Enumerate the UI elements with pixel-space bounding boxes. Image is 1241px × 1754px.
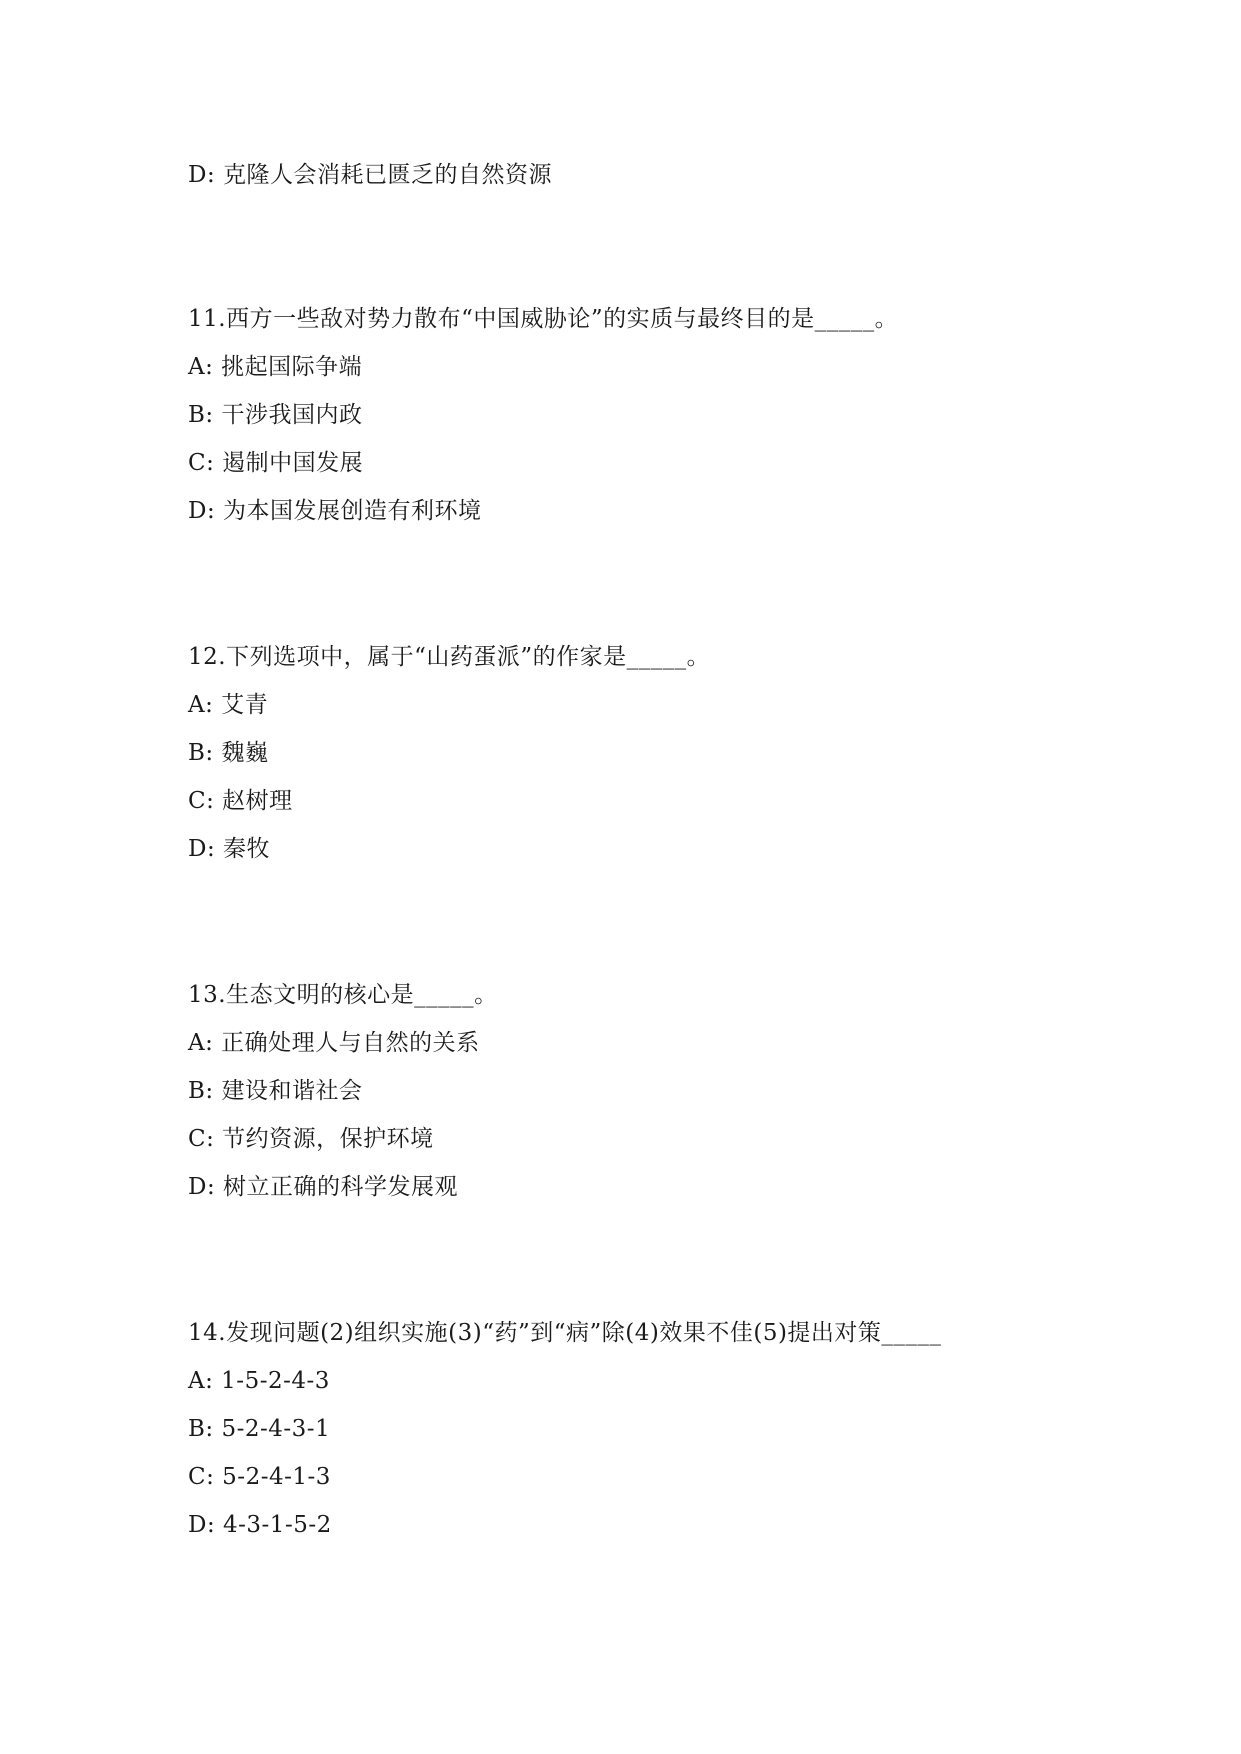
question-13-stem: 13.生态文明的核心是_____。 xyxy=(188,982,498,1008)
question-13-option-b: B: 建设和谐社会 xyxy=(188,1078,363,1104)
question-13-option-a: A: 正确处理人与自然的关系 xyxy=(188,1030,480,1056)
question-13-option-c: C: 节约资源，保护环境 xyxy=(188,1126,434,1152)
question-14-option-c: C: 5-2-4-1-3 xyxy=(188,1464,331,1490)
question-12-option-a: A: 艾青 xyxy=(188,692,269,718)
question-11-option-b: B: 干涉我国内政 xyxy=(188,402,363,428)
question-11-option-a: A: 挑起国际争端 xyxy=(188,354,363,380)
question-11-option-d: D: 为本国发展创造有利环境 xyxy=(188,498,482,524)
question-13-option-d: D: 树立正确的科学发展观 xyxy=(188,1174,459,1200)
question-14-option-d: D: 4-3-1-5-2 xyxy=(188,1512,332,1538)
question-14-option-b: B: 5-2-4-3-1 xyxy=(188,1416,331,1442)
fragment-option-d: D: 克隆人会消耗已匮乏的自然资源 xyxy=(188,162,553,188)
question-12-stem: 12.下列选项中，属于“山药蛋派”的作家是_____。 xyxy=(188,644,711,670)
question-12-option-d: D: 秦牧 xyxy=(188,836,271,862)
question-11-stem: 11.西方一些敌对势力散布“中国威胁论”的实质与最终目的是_____。 xyxy=(188,306,899,332)
question-12-option-b: B: 魏巍 xyxy=(188,740,269,766)
question-12-option-c: C: 赵树理 xyxy=(188,788,293,814)
question-14-option-a: A: 1-5-2-4-3 xyxy=(188,1368,330,1394)
question-14-stem: 14.发现问题(2)组织实施(3)“药”到“病”除(4)效果不佳(5)提出对策_____ xyxy=(188,1320,942,1346)
question-11-option-c: C: 遏制中国发展 xyxy=(188,450,364,476)
